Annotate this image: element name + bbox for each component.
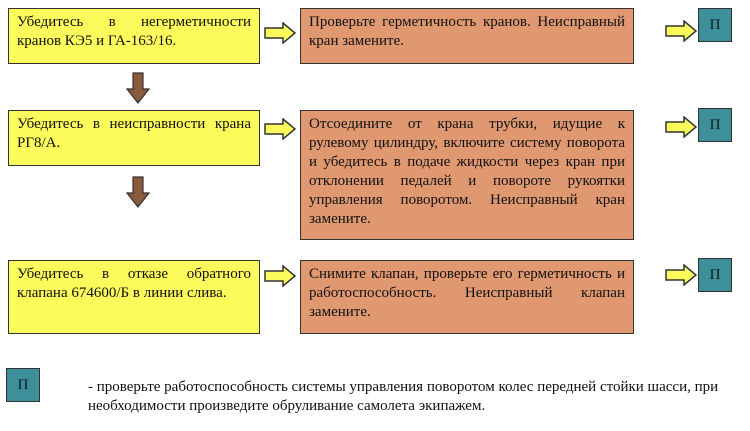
action-box-2: Отсоедините от крана трубки, идущие к рулевому цилиндру, включите систему поворота и убедитесь в подаче жидкости через кран при отклонении педалей и повороте рукоятки управления поворотом. Неисправный кран замените. [300, 110, 634, 240]
down-arrow-icon [126, 72, 150, 104]
check-tag-1: П [698, 8, 732, 42]
action-box-1: Проверьте герметичность кранов. Неисправный кран замените. [300, 8, 634, 64]
legend-tag: П [6, 368, 40, 402]
check-box-2: Убедитесь в неисправности крана РГ8/А. [8, 110, 260, 166]
check-box-1: Убедитесь в негерметичности кранов КЭ5 и ГА-163/16. [8, 8, 260, 64]
check-box-3: Убедитесь в отказе обратного клапана 674600/Б в линии слива. [8, 260, 260, 334]
action-box-3: Снимите клапан, проверьте его герметичность и работоспособность. Неисправный клапан замените. [300, 260, 634, 334]
down-arrow-icon [126, 176, 150, 208]
check-tag-2: П [698, 108, 732, 142]
right-arrow-icon [665, 264, 697, 286]
right-arrow-icon [264, 265, 296, 287]
right-arrow-icon [665, 116, 697, 138]
right-arrow-icon [665, 20, 697, 42]
right-arrow-icon [264, 22, 296, 44]
right-arrow-icon [264, 118, 296, 140]
check-tag-3: П [698, 258, 732, 292]
legend-text: - проверьте работоспособность системы управления поворотом колес передней стойки шасси, при необходимости произведите обруливание самолета экипажем. [88, 379, 719, 414]
